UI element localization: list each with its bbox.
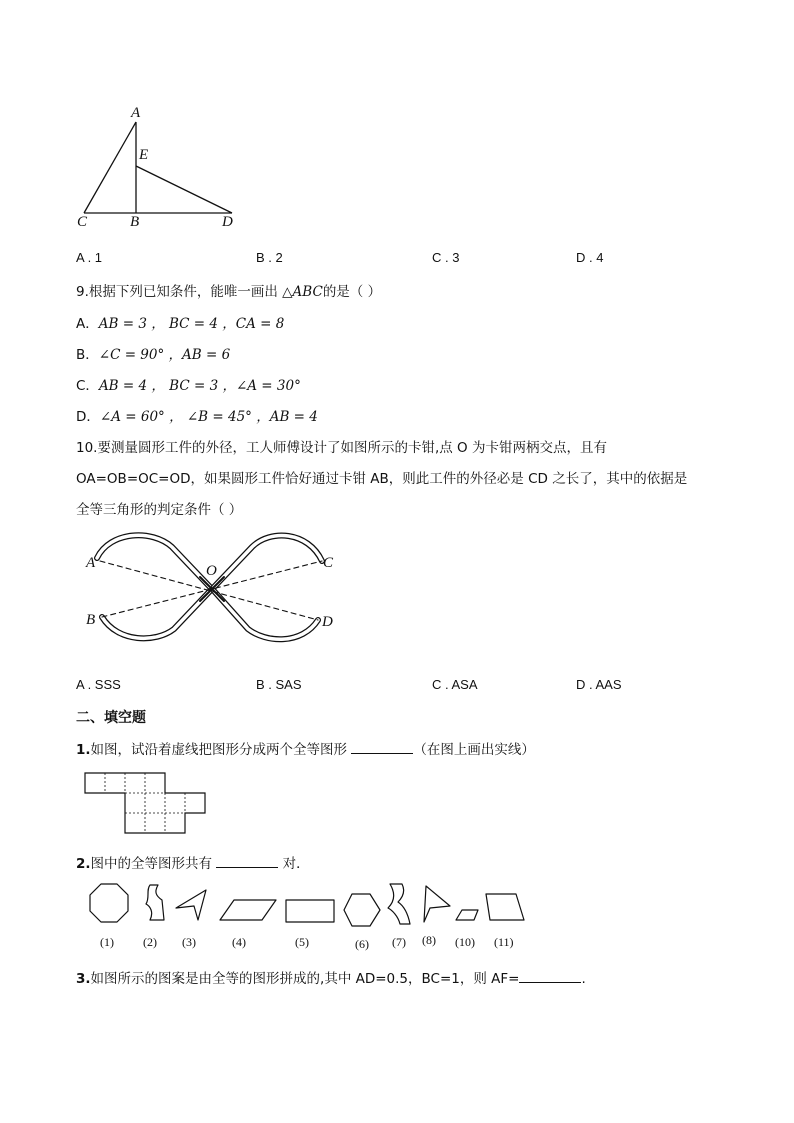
q8-label-b: B xyxy=(130,214,140,230)
q9-option-c-math: AB = 4 ， BC = 3 ，∠A = 30° xyxy=(98,378,301,394)
q10-label-o: O xyxy=(206,563,217,579)
fill2-shape-label-7: (7) xyxy=(392,935,406,949)
fill3-text-before: 如图所示的图案是由全等的图形拼成的,其中 AD=0.5，BC=1，则 AF= xyxy=(90,971,520,987)
q10-label-c: C xyxy=(323,555,334,571)
q9-option-b-letter: B． xyxy=(76,347,99,363)
q9-stem-suffix: 的是（ ） xyxy=(322,284,382,300)
q9-option-c-letter: C． xyxy=(76,378,99,394)
fill2-answer-blank[interactable] xyxy=(216,854,278,868)
q10-option-b: B . SAS xyxy=(256,677,302,692)
fill2-shape-label-11: (11) xyxy=(494,935,514,949)
fill2-shape-label-8: (8) xyxy=(422,933,436,947)
q9-option-b xyxy=(76,343,230,363)
shape-2-curvy xyxy=(146,885,164,920)
q10-label-a: A xyxy=(86,555,96,571)
shape-4-parallelogram xyxy=(220,900,276,920)
q10-option-d: D . AAS xyxy=(576,677,622,692)
fill3-stem xyxy=(76,967,586,987)
q10-option-c: C . ASA xyxy=(432,677,478,692)
fill1-answer-blank[interactable] xyxy=(351,740,413,754)
fill2-shape-label-5: (5) xyxy=(295,935,309,949)
q9-option-d-letter: D． xyxy=(76,409,100,425)
shape-6-hexagon xyxy=(344,894,380,926)
fill2-shape-label-10: (10) xyxy=(455,935,475,949)
fill2-shape-label-2: (2) xyxy=(143,935,157,949)
shape-3-arrow xyxy=(176,890,206,920)
fill1-text-before: 如图，试沿着虚线把图形分成两个全等图形 xyxy=(90,742,352,758)
q8-option-c: C . 3 xyxy=(432,250,460,265)
q9-option-d-math: ∠A = 60° ， ∠B = 45° ，AB = 4 xyxy=(99,409,318,425)
fill2-text-before: 图中的全等图形共有 xyxy=(90,856,217,872)
q9-option-d xyxy=(76,405,318,425)
shape-7-curvy xyxy=(388,884,410,924)
fill2-number: 2. xyxy=(76,856,91,872)
q10-stem-line1: 10.要测量圆形工件的外径，工人师傅设计了如图所示的卡钳,点 O 为卡钳两柄交点，且有 xyxy=(76,440,607,456)
shape-11-parallelogram xyxy=(486,894,524,920)
q10-caliper-figure xyxy=(80,525,350,650)
fill2-shapes-figure xyxy=(84,880,534,932)
shape-8-arrow xyxy=(424,886,450,922)
q9-stem xyxy=(76,280,381,300)
fill1-text-after: （在图上画出实线） xyxy=(413,742,535,758)
q10-stem-line3: 全等三角形的判定条件（ ） xyxy=(76,502,243,518)
q9-option-a-math: AB = 3 ， BC = 4 ，CA = 8 xyxy=(98,316,285,332)
q8-option-d: D . 4 xyxy=(576,250,604,265)
fill3-answer-blank[interactable] xyxy=(519,969,581,983)
fill1-grid-figure xyxy=(84,772,210,836)
fill2-shape-label-1: (1) xyxy=(100,935,114,949)
fill2-shape-label-6: (6) xyxy=(355,937,369,951)
q9-option-b-math: ∠C = 90° ，AB = 6 xyxy=(98,347,231,363)
fill2-shape-label-4: (4) xyxy=(232,935,246,949)
fill1-stem xyxy=(76,738,535,758)
shape-1-octagon xyxy=(90,884,128,922)
q8-label-a: A xyxy=(131,105,141,121)
q10-label-b: B xyxy=(86,612,96,628)
fill1-number: 1. xyxy=(76,742,91,758)
fill3-text-after: . xyxy=(581,971,586,987)
shape-10-small-parallelogram xyxy=(456,910,478,920)
q10-stem-line2: OA=OB=OC=OD，如果圆形工件恰好通过卡钳 AB，则此工件的外径必是 CD 之长了，其中的依据是 xyxy=(76,471,688,487)
q9-option-a-letter: A． xyxy=(76,316,99,332)
q8-label-e: E xyxy=(139,147,149,163)
fill2-shape-label-3: (3) xyxy=(182,935,196,949)
shape-5-rectangle xyxy=(286,900,334,922)
fill3-number: 3. xyxy=(76,971,91,987)
fill2-text-after: 对． xyxy=(278,856,310,872)
q9-option-a xyxy=(76,312,284,332)
q9-option-c xyxy=(76,374,301,394)
q8-label-c: C xyxy=(77,214,88,230)
q9-stem-math: △ABC xyxy=(282,284,323,300)
section-title: 二、填空题 xyxy=(76,710,146,726)
q10-option-a: A . SSS xyxy=(76,677,121,692)
fill2-stem xyxy=(76,852,310,872)
q10-label-d: D xyxy=(322,614,333,630)
q9-stem-prefix: 9.根据下列已知条件，能唯一画出 xyxy=(76,284,283,300)
q8-option-b: B . 2 xyxy=(256,250,283,265)
q8-label-d: D xyxy=(222,214,233,230)
q8-option-a: A . 1 xyxy=(76,250,103,265)
